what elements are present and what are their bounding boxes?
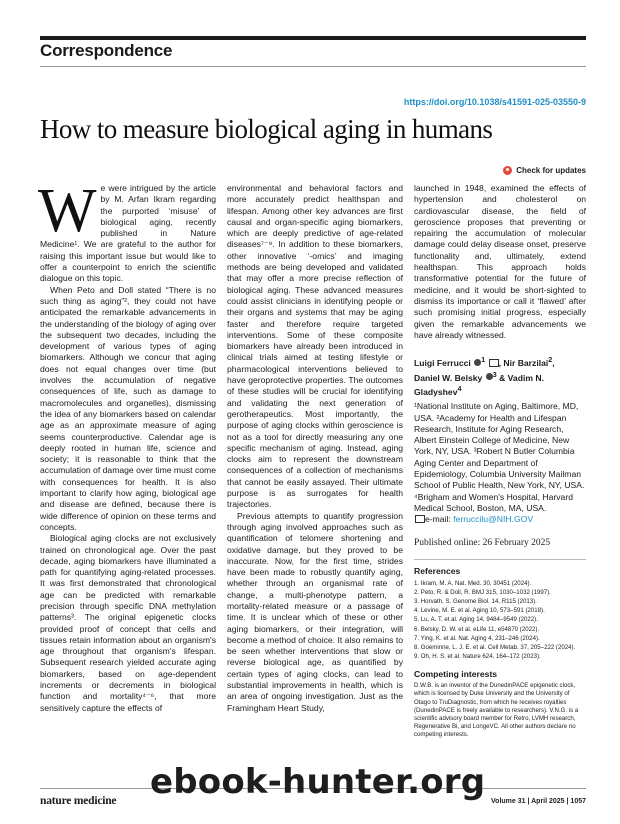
author-separator: , bbox=[552, 358, 555, 369]
mail-icon[interactable] bbox=[489, 359, 499, 367]
reference-item[interactable]: 1. Ikram, M. A. Nat. Med. 30, 30451 (2024). bbox=[414, 580, 532, 588]
author-name[interactable]: Vadim N. Gladyshev bbox=[414, 372, 544, 397]
section-label: Correspondence bbox=[40, 41, 173, 60]
article-title: How to measure biological aging in humans bbox=[40, 114, 493, 144]
competing-interests-heading: Competing interests bbox=[414, 668, 498, 679]
author-line-1 bbox=[414, 355, 586, 369]
paragraph-1 bbox=[38, 177, 216, 285]
email-row bbox=[414, 514, 586, 525]
volume-info: Volume 31 | April 2025 | 1057 bbox=[491, 798, 586, 805]
check-updates-icon bbox=[503, 166, 512, 175]
paragraph-4: environmental and behavioral factors and more accurately predict healthspan and lifespan. Among other key advances are first causal and organ-specific aging biomarkers, which are deeply predictive of age-related diseases⁷⁻⁹. In addition to these biomarkers, other innovative ‘-omics’ and imaging methods are being developed and validated that may offer a more precise reflection of biological aging. These advanced measures could assist clinicians in identifying people or their organs and systems that may be aging faster and therefore require targeted interventions. Some of these composite biomarkers have already been introduced in clinical trials aimed at testing lifestyle or pharmacological interventions believed to have geroprotective properties. The outcomes of these studies will be crucial for identifying and validating the next generation of gerotherapeutics. Most importantly, the purpose of aging clocks within geroscience is not as a tool for directly measuring any one specific mechanism of aging. Instead, aging clocks aim to represent the downstream consequences of a collection of mechanisms that cannot be easily assayed. Their ultimate purpose is as surrogates for health trajectories. bbox=[227, 183, 403, 510]
reference-item[interactable]: 7. Ying, K. et al. Nat. Aging 4, 231–246 (2024). bbox=[414, 634, 540, 642]
reference-item[interactable]: 5. Lu, A. T. et al. Aging 14, 9484–9549 (2022). bbox=[414, 616, 538, 624]
column-3 bbox=[414, 183, 586, 740]
column-1 bbox=[38, 177, 216, 714]
orcid-icon[interactable] bbox=[486, 373, 493, 380]
author-name[interactable]: Nir Barzilai bbox=[503, 358, 549, 369]
reference-item[interactable]: 8. Goeminne, L. J. E. et al. Cell Metab. 37, 205–222 (2024). bbox=[414, 643, 576, 651]
watermark: ebook-hunter.org bbox=[150, 762, 486, 802]
competing-interests-text: D.W.B. is an inventor of the DunedinPACE epigenetic clock, which is licensed by Duke University and the University of Otago to TruDiagnostic, from which he receives royalties (DunedinPACE is freely available to researchers). V.N.G. is a scientific advisory board member for Retro, LVMH research, Regenerative Bi, and LongeVC. All other authors declare no competing interests. bbox=[414, 682, 579, 739]
header-divider bbox=[40, 66, 586, 67]
author-separator: , bbox=[498, 358, 504, 369]
reference-item[interactable]: 3. Horvath, S. Genome Biol. 14, R115 (2013). bbox=[414, 598, 537, 606]
reference-item[interactable]: 4. Levine, M. E. et al. Aging 10, 573–591 (2018). bbox=[414, 607, 545, 615]
doi-link[interactable]: https://doi.org/10.1038/s41591-025-03550-9 bbox=[403, 97, 586, 107]
header-rule bbox=[40, 36, 586, 40]
check-updates-button[interactable] bbox=[503, 166, 586, 175]
paragraph-2: When Peto and Doll stated “There is no such thing as aging”², they could not have anticipated the remarkable advancements in the understanding of the biology of aging over the subsequent two decades, including the development of various types of aging biomarkers. Although we concur that aging does not equal changes over time (but involves the accumulation of negative consequences of life, such as damage to macromolecules and organelles), dismissing the idea of any biomarkers based on calendar age as an approximate measure of aging seems counterproductive. Calendar age is deeply rooted in human life, science and society; it is reasonable to think that the accumulation of damage over time must come with consequences for health. It is also important to clarify how aging, biological age and disease are defined, because there is wide difference of opinion on these terms and concepts. bbox=[40, 284, 216, 532]
affil-sup: 2 bbox=[548, 356, 553, 365]
author-name[interactable]: Daniel W. Belsky bbox=[414, 372, 483, 383]
affil-sup: 3 bbox=[492, 370, 497, 379]
paragraph-3: Biological aging clocks are not exclusively trained on chronological age. Over the past decade, aging biomarkers have illuminated a path for quantifying aging-related processes. It was first demonstrated that chronological age can be predicted with remarkable precision through specific DNA methylation patterns³. The original epigenetic clocks provided proof of concept that cells and tissues retain information about an organism's age throughout that organism's lifespan. Subsequent research yielded accurate aging biomarkers, based on age-dependent increments or decrements in biological function and mortality⁴⁻⁶, that more sensitively capture the effects of bbox=[40, 533, 216, 713]
reference-item[interactable]: 2. Peto, R. & Doll, R. BMJ 315, 1030–1032 (1997). bbox=[414, 589, 551, 597]
paragraph-5: Previous attempts to quantify progression through aging involved approaches such as quantification of telomere shortening and oxidative damage, but they proved to be inaccurate. Now, for the first time, strides have been made to robustly quantify aging, whether through an organismal rate of change, a multi-phenotype pattern, a mortality-related measure or a passage of time. It is unclear which of these or other aging biomarkers, or their integration, will become a method of choice. It also remains to be seen whether interventions that slow or reverse biological age, as quantified by certain types of aging clocks, can lead to substantial improvements in health, which is an area of ongoing investigation. Just as the Framingham Heart Study, bbox=[227, 510, 403, 713]
affil-sup: 1 bbox=[481, 356, 486, 365]
paragraph-1-text: e were intrigued by the article by M. Arfan Ikram regarding the purported ‘misuse’ of biological aging, recently published in Nature Medicine¹. We are grateful to the author for raising this important issue but would like to offer a counterpoint to enrich the scientific dialogue on this topic. bbox=[40, 183, 216, 284]
author-name[interactable]: Luigi Ferrucci bbox=[414, 358, 471, 369]
affil-sup: 4 bbox=[457, 384, 462, 393]
mail-icon bbox=[415, 515, 425, 523]
drop-cap: W bbox=[38, 177, 97, 245]
reference-item[interactable]: 9. Oh, H. S. et al. Nature 624, 164–172 (2023). bbox=[414, 652, 541, 660]
author-line-2 bbox=[414, 370, 586, 399]
journal-name: nature medicine bbox=[40, 795, 117, 807]
email-label: e-mail: bbox=[425, 514, 454, 525]
paragraph-6: launched in 1948, examined the effects of hypertension and cholesterol on cardiovascular disease, the field of geroscience proposes that preventing or repairing the accumulation of molecular damage could delay disease onset, preserve functionality and, ultimately, extend healthspan. This approach holds transformative potential for the future of medicine, and it would be short-sighted to dismiss its importance or call it ‘flawed’ after such promising initial progress, especially given the remarkable advancements we have already witnessed. bbox=[414, 183, 586, 340]
author-separator: & bbox=[496, 372, 508, 383]
reference-item[interactable]: 6. Belsky, D. W. et al. eLife 11, e54870 (2022). bbox=[414, 625, 540, 633]
references-list bbox=[414, 579, 586, 661]
divider bbox=[414, 559, 586, 560]
author-list bbox=[414, 355, 586, 398]
affiliations: ¹National Institute on Aging, Baltimore, MD, USA. ²Academy for Health and Lifespan Research, Institute for Aging Research, Albert Einstein College of Medicine, New York, NY, USA. ³Robert N Butler Columbia Aging Center and Department of Epidemiology, Columbia University Mailman School of Public Health, New York, NY, USA. ⁴Brigham and Women's Hospital, Harvard Medical School, Boston, MA, USA. bbox=[414, 401, 585, 513]
email-link[interactable]: ferruccilu@NIH.GOV bbox=[453, 514, 534, 525]
column-2 bbox=[227, 183, 403, 714]
references-heading: References bbox=[414, 565, 461, 576]
published-date: Published online: 26 February 2025 bbox=[414, 537, 551, 548]
check-updates-label: Check for updates bbox=[516, 166, 586, 175]
